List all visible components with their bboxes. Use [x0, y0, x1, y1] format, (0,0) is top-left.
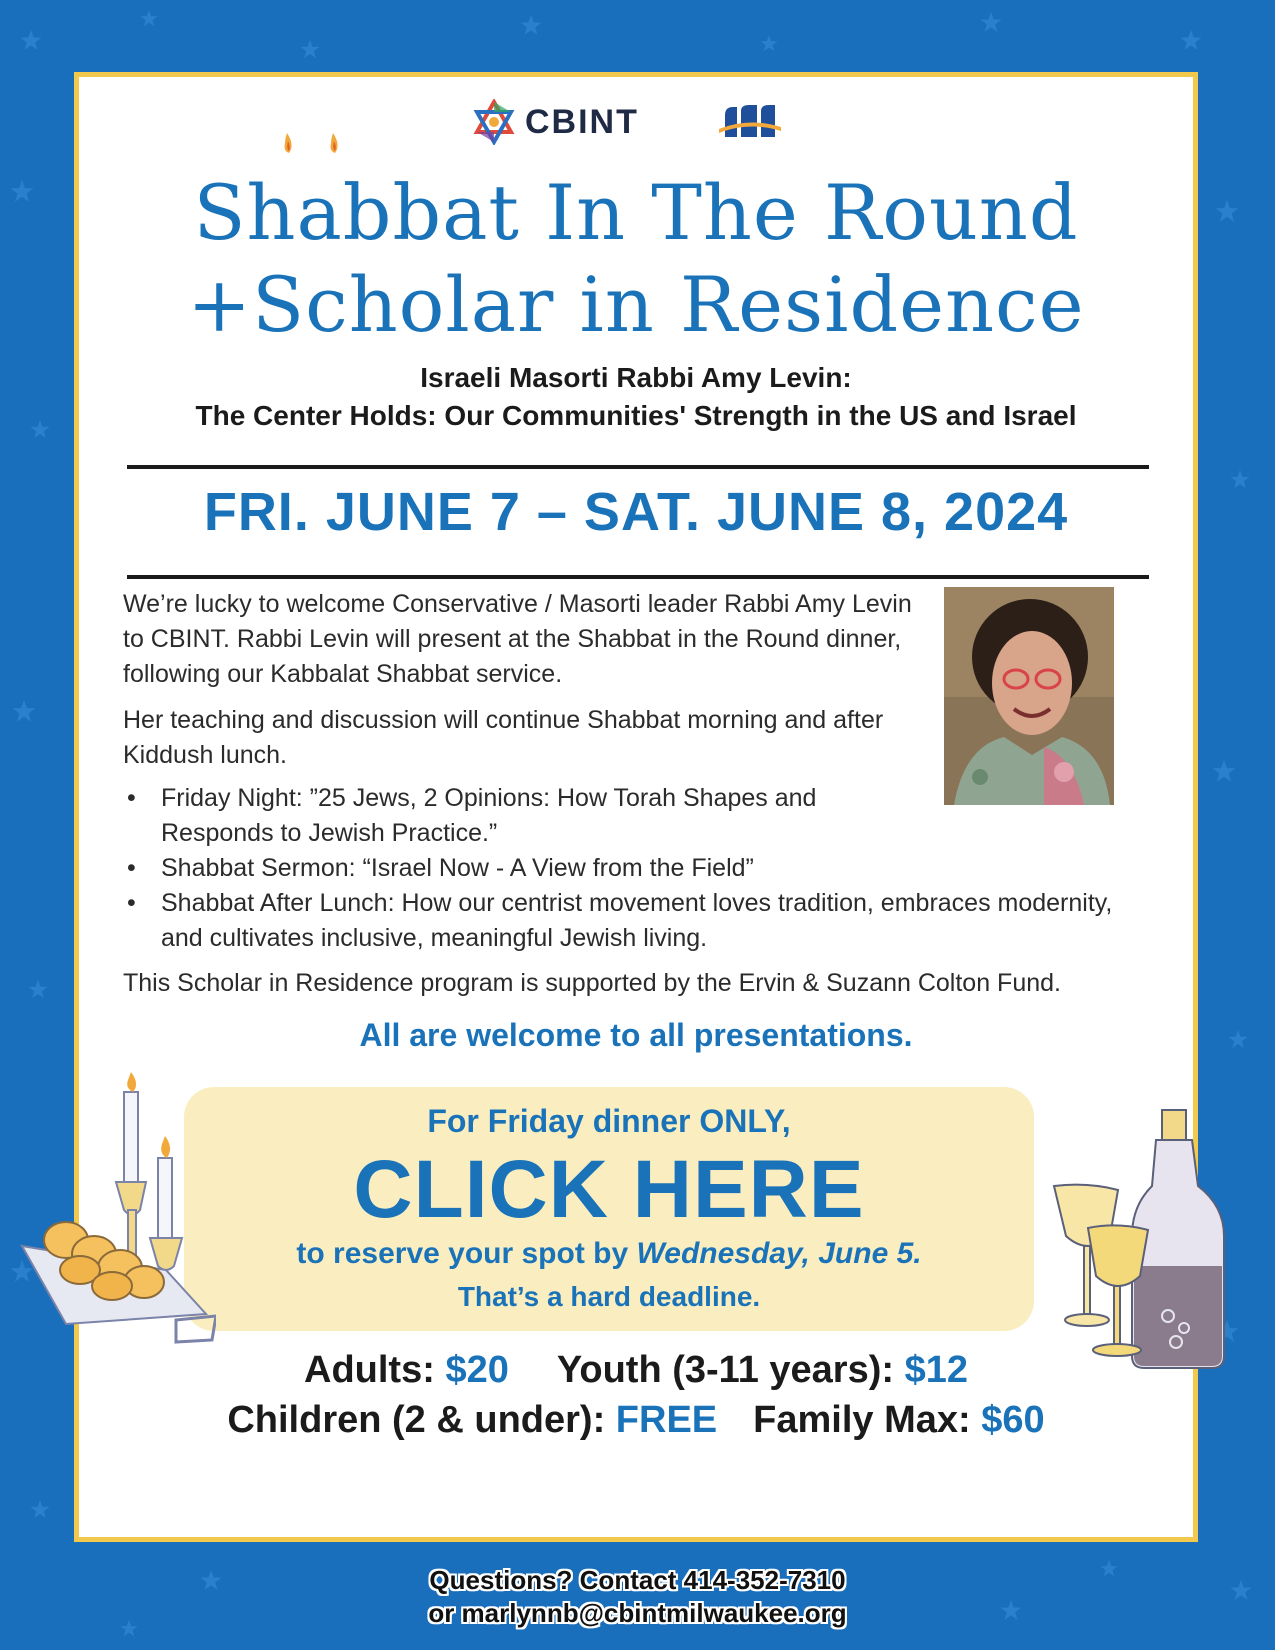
- adults-price: $20: [445, 1349, 509, 1391]
- price-row-1: [79, 1349, 1193, 1392]
- title-line-2: +Scholar in Residence: [187, 260, 1085, 349]
- youth-label: Youth (3-11 years):: [556, 1349, 905, 1391]
- divider-top: [127, 465, 1149, 469]
- speaker-line: Israeli Masorti Rabbi Amy Levin:: [420, 362, 852, 393]
- family-price: $60: [981, 1399, 1045, 1441]
- cbint-logo: [471, 99, 639, 145]
- cta-deadline: [184, 1237, 1034, 1271]
- star-of-david-logo-icon: [471, 99, 517, 145]
- price-row-2: [79, 1399, 1193, 1442]
- children-label: Children (2 & under):: [227, 1399, 616, 1441]
- teaching-paragraph: Her teaching and discussion will continue Shabbat morning and after Kiddush lunch.: [123, 706, 884, 769]
- rabbi-photo: [944, 587, 1114, 805]
- list-item: • Shabbat Sermon: “Israel Now - A View from the Field”: [127, 854, 754, 882]
- youth-price: $12: [904, 1349, 968, 1391]
- event-date: FRI. JUNE 7 – SAT. JUNE 8, 2024: [203, 482, 1069, 542]
- cta-intro: For Friday dinner ONLY,: [427, 1103, 791, 1139]
- logo-bar: [79, 99, 1193, 149]
- welcome-note: All are welcome to all presentations.: [359, 1017, 913, 1053]
- cbint-logo-text: CBINT: [525, 102, 639, 141]
- contact-phone-line: Questions? Contact 414-352-7310: [429, 1565, 846, 1595]
- talk-title-line: The Center Holds: Our Communities' Strength in the US and Israel: [195, 400, 1077, 431]
- intro-paragraph: We’re lucky to welcome Conservative / Masorti leader Rabbi Amy Levin to CBINT. Rabbi Levin will present at the Shabbat in the Round dinner, following our Kabbalat Shabbat service.: [123, 590, 912, 688]
- challah-candles-icon: [16, 1070, 216, 1350]
- list-item: • Friday Night: ”25 Jews, 2 Opinions: How Torah Shapes and Responds to Jewish Practice.”: [127, 784, 817, 847]
- cta-deadline-date: Wednesday, June 5.: [636, 1237, 922, 1270]
- children-price: FREE: [615, 1399, 718, 1441]
- flyer-card: [74, 72, 1198, 1542]
- candle-flames-icon: [279, 131, 349, 171]
- uscj-logo-icon: [719, 103, 781, 148]
- list-item-text: Shabbat Sermon: “Israel Now - A View from the Field”: [161, 854, 754, 882]
- contact-email-link[interactable]: or marlynnb@cbintmilwaukee.org: [428, 1598, 847, 1628]
- list-item-text: Shabbat After Lunch: How our centrist movement loves tradition, embraces modernity, and cultivates inclusive, meaningful Jewish living.: [161, 889, 1113, 952]
- adults-label: Adults:: [304, 1349, 446, 1391]
- list-item: • Shabbat After Lunch: How our centrist movement loves tradition, embraces modernity, and cultivates inclusive, meaningful Jewish living.: [127, 889, 1113, 952]
- click-here-link[interactable]: CLICK HERE: [353, 1144, 865, 1235]
- family-label: Family Max:: [753, 1399, 982, 1441]
- cta-hard-deadline: That’s a hard deadline.: [457, 1281, 761, 1312]
- reservation-box: [184, 1087, 1034, 1331]
- fund-note: This Scholar in Residence program is supported by the Ervin & Suzann Colton Fund.: [123, 969, 1061, 997]
- list-item-text: Friday Night: ”25 Jews, 2 Opinions: How Torah Shapes and Responds to Jewish Practice.”: [161, 784, 817, 847]
- wine-bottle-glasses-icon: [1048, 1106, 1228, 1376]
- divider-bottom: [127, 575, 1149, 579]
- cta-deadline-prefix: to reserve your spot by: [296, 1237, 637, 1270]
- session-list: [123, 781, 1143, 956]
- title-line-1: Shabbat In The Round: [193, 168, 1079, 257]
